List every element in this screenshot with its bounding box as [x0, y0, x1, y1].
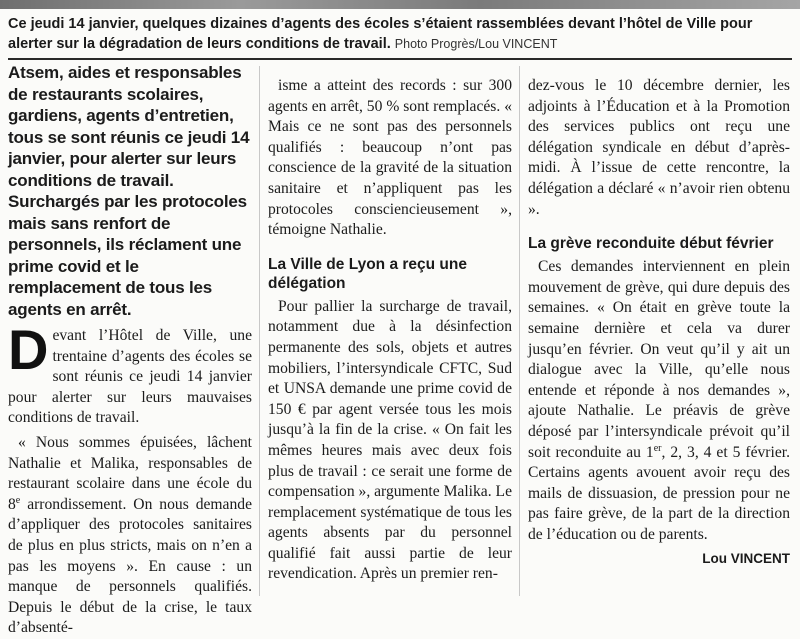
article-column-1: [8, 62, 252, 639]
superscript: er: [653, 442, 662, 454]
article-paragraph-6: [528, 257, 790, 545]
article-paragraph-3: isme a atteint des records : sur 300 agents en arrêt, 50 % sont remplacés. « Mais ce ne sont pas des personnels qualifiés : beaucoup n’ont pas conscience de la gravité de la situation sanitaire et n’appliquent pas les protocoles consciencieusement », témoigne Nathalie.: [268, 77, 512, 239]
column-separator: [519, 66, 520, 596]
photo-caption: [8, 14, 792, 54]
paragraph-6-text-a: Ces demandes interviennent en plein mouvement de grève, qui dure depuis des semaines. « On était en grève toute la semaine dernière et cela va durer jusqu’en février. On veut qu’il y ait un dialogue avec la Ville, qu’elle nous entende et réponde à nos demandes », ajoute Nathalie. Le préavis de grève déposé par l’intersyndicale prévoit qu’il soit reconduite au 1: [528, 258, 790, 461]
article-paragraph-2: [8, 433, 252, 639]
paragraph-2-text-a: « Nous sommes épuisées, lâchent Nathalie et Malika, responsables de restaurant scolaire dans une école du 8: [8, 433, 252, 513]
caption-rule: [8, 58, 792, 60]
author-signature: Lou VINCENT: [702, 551, 790, 567]
article-paragraph-5: dez-vous le 10 décembre dernier, les adjoints à l’Éducation et à la Promotion des services publics ont reçu une délégation syndicale en début d’après-midi. À l’issue de cette rencontre, la délégation a déclaré « n’avoir rien obtenu ».: [528, 77, 790, 218]
paragraph-1-text: evant l’Hôtel de Ville, une trentaine d’agents des écoles se sont réunis ce jeudi 14 janvier pour alerter sur leurs mauvaises conditions de travail.: [8, 327, 252, 427]
caption-text: Ce jeudi 14 janvier, quelques dizaines d’agents des écoles s’étaient rassemblées devant l’hôtel de Ville pour alerter sur la dégradation de leurs conditions de travail.: [8, 16, 753, 52]
drop-cap: D: [8, 318, 49, 381]
paragraph-2-text-b: arrondissement. On nous demande d’appliquer des protocoles sanitaires de plus en plus stricts, mais on n’en a pas les moyens ». En cause : un manque de personnels qualifiés. Depuis le début de la crise, le taux d’absenté-: [8, 495, 252, 637]
subheading-delegation: La Ville de Lyon a reçu une délégation: [268, 255, 467, 292]
paragraph-6-text-b: , 2, 3, 4 et 5 février. Certains agents avouent avoir reçu des mails de dissuasion, de pression pour ne pas faire grève, de la part de la direction de l’éducation ou de parents.: [528, 443, 790, 543]
photo-credit: Photo Progrès/Lou VINCENT: [394, 37, 558, 51]
article-paragraph-4: Pour pallier la surcharge de travail, notamment due à la désinfection permanente des sols, objets et autres mobiliers, l’intersyndicale CFTC, Sud et UNSA demande une prime covid de 150 € par agent versée tous les mois jusqu’à la fin de la crise. « On fait les mêmes heures mais avec deux fois plus de travail : ce serait une forme de compensation », argumente Malika. Le remplacement systématique de tous les agents absents par du personnel qualifié fait aussi partie de leur revendication. Après un premier ren-: [268, 297, 512, 583]
column-separator: [259, 66, 260, 596]
article-paragraph-1: [8, 318, 252, 429]
article-column-2: [268, 62, 512, 585]
subheading-strike: La grève reconduite début février: [528, 235, 774, 253]
superscript: e: [15, 494, 21, 506]
article-lead: Atsem, aides et responsables de restaurants scolaires, gardiens, agents d’entretien, tous se sont réunis ce jeudi 14 janvier, pour alerter sur leurs conditions de travail. Surchargés par les protocoles mais sans renfort de personnels, ils réclament une prime covid et le remplacement de tous les agents en arrêt.: [8, 63, 250, 319]
photo-bottom-edge: [0, 0, 800, 9]
article-column-3: [528, 62, 790, 566]
